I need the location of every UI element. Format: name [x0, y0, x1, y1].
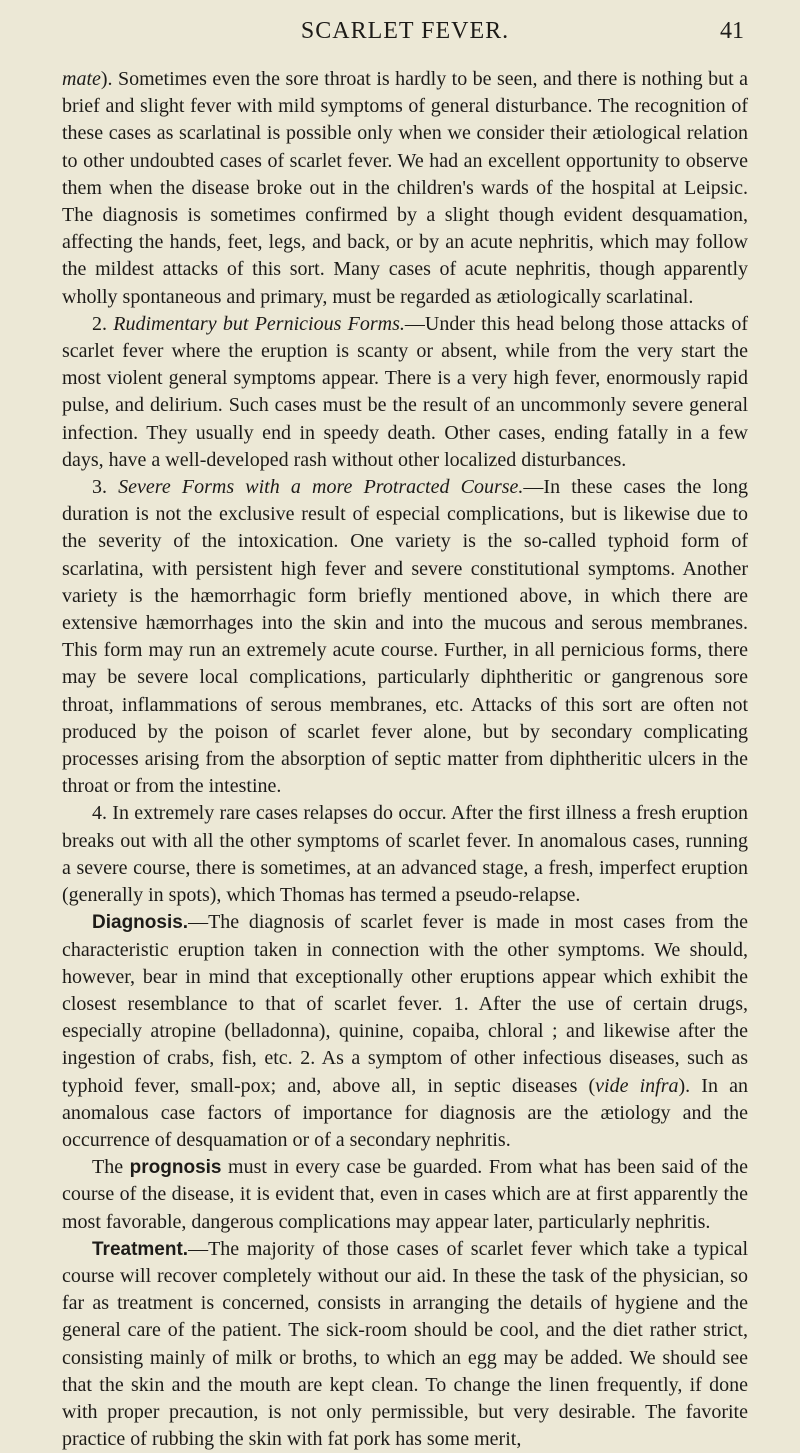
paragraph-relapses	[62, 800, 748, 909]
paragraph-prognosis	[62, 1154, 748, 1236]
paragraph-text-continued: ). In an anomalous case factors of importance for diagnosis are the ætiology and the occurrence of desquamation or of a secondary nephritis.	[62, 1074, 748, 1151]
paragraph-mild-forms	[62, 66, 748, 311]
lead-text: The	[92, 1156, 130, 1179]
paragraph-text: —Under this head belong those attacks of scarlet fever where the eruption is scanty or absent, while from the very start the most violent general symptoms appear. There is a very high fever, enormously rapid pulse, and delirium. Such cases must be the result of an uncommonly severe general infection. They usually end in speedy death. Other cases, ending fatally in a few days, have a well-developed rash without other localized disturbances.	[62, 312, 749, 471]
diagnosis-heading: Diagnosis.	[92, 912, 189, 934]
running-title: SCARLET FEVER.	[300, 18, 510, 44]
paragraph-rudimentary-forms	[62, 311, 748, 474]
section-title: Rudimentary but Pernicious Forms.	[113, 312, 405, 335]
treatment-heading: Treatment.	[92, 1238, 189, 1260]
paragraph-severe-forms	[62, 474, 748, 800]
paragraph-text: —In these cases the long duration is not the exclusive result of especial complications, but is likewise due to the severity of the intoxication. One variety is the so-called typhoid form of scarlatina, with persistent high fever and severe constitutional symptoms. Another variety is the hæmorrhagic form briefly mentioned above, in which there are extensive hæmorrhages into the skin and into the mucous and serous membranes. This form may run an extremely acute course. Further, in all pernicious forms, there may be severe local complications, particularly diphtheritic or gangrenous sore throat, inflammations of serous membranes, etc. Attacks of this sort are often not produced by the poison of scarlet fever alone, but by secondary complicating processes arising from the absorption of septic matter from diphtheritic ulcers in the throat or from the intestine.	[62, 476, 749, 798]
item-number: 3.	[92, 476, 107, 499]
paragraph-text: must in every case be guarded. From what has been said of the course of the disease, it is evident that, even in cases which are at first apparently the most favorable, dangerous complications may appear later, particularly nephritis.	[62, 1156, 749, 1233]
paragraph-text: —The diagnosis of scarlet fever is made in most cases from the characteristic eruption taken in connection with the other symptoms. We should, however, bear in mind that exceptionally other eruptions appear which exhibit the closest resemblance to that of scarlet fever. 1. After the use of certain drugs, especially atropine (belladonna), quinine, copaiba, chloral ; and likewise after the ingestion of crabs, fish, etc. 2. As a symptom of other infectious diseases, such as typhoid fever, small-pox; and, above all, in septic diseases (	[62, 911, 748, 1097]
italic-reference: vide infra	[595, 1074, 679, 1097]
paragraph-text: 4. In extremely rare cases relapses do occur. After the first illness a fresh eruption breaks out with all the other symptoms of scarlet fever. In anomalous cases, running a severe course, there is sometimes, at an advanced stage, a fresh, imperfect eruption (generally in spots), which Thomas has termed a pseudo-relapse.	[62, 802, 748, 907]
page-header	[62, 0, 748, 62]
paragraph-treatment	[62, 1236, 748, 1453]
paragraph-diagnosis	[62, 909, 748, 1154]
prognosis-heading: prognosis	[129, 1157, 222, 1179]
page-number: 41	[720, 18, 744, 44]
paragraph-text: ). Sometimes even the sore throat is hardly to be seen, and there is nothing but a brief and slight fever with mild symptoms of general disturbance. The recognition of these cases as scarlatinal is possible only when we consider their ætiological relation to other undoubted cases of scarlet fever. We had an excellent opportunity to observe them when the disease broke out in the children's wards of the hospital at Leipsic. The diagnosis is sometimes confirmed by a slight though evident desquamation, affecting the hands, feet, legs, and back, or by an acute nephritis, which may follow the mildest attacks of this sort. Many cases of acute nephritis, though apparently wholly spontaneous and primary, must be regarded as ætiologically scarlatinal.	[62, 68, 748, 308]
item-number: 2.	[92, 312, 107, 335]
paragraph-text: —The majority of those cases of scarlet fever which take a typical course will recover completely without our aid. In these the task of the physician, so far as treatment is concerned, consists in arranging the details of hygiene and the general care of the patient. The sick-room should be cool, and the diet rather strict, consisting mainly of milk or broths, to which an egg may be added. We should see that the skin and the mouth are kept clean. To change the linen frequently, if done with proper precaution, is not only permissible, but very desirable. The favorite practice of rubbing the skin with fat pork has some merit,	[62, 1237, 748, 1451]
page-body	[62, 66, 748, 1453]
lead-word: mate	[62, 68, 101, 90]
section-title: Severe Forms with a more Protracted Course.	[118, 476, 524, 499]
